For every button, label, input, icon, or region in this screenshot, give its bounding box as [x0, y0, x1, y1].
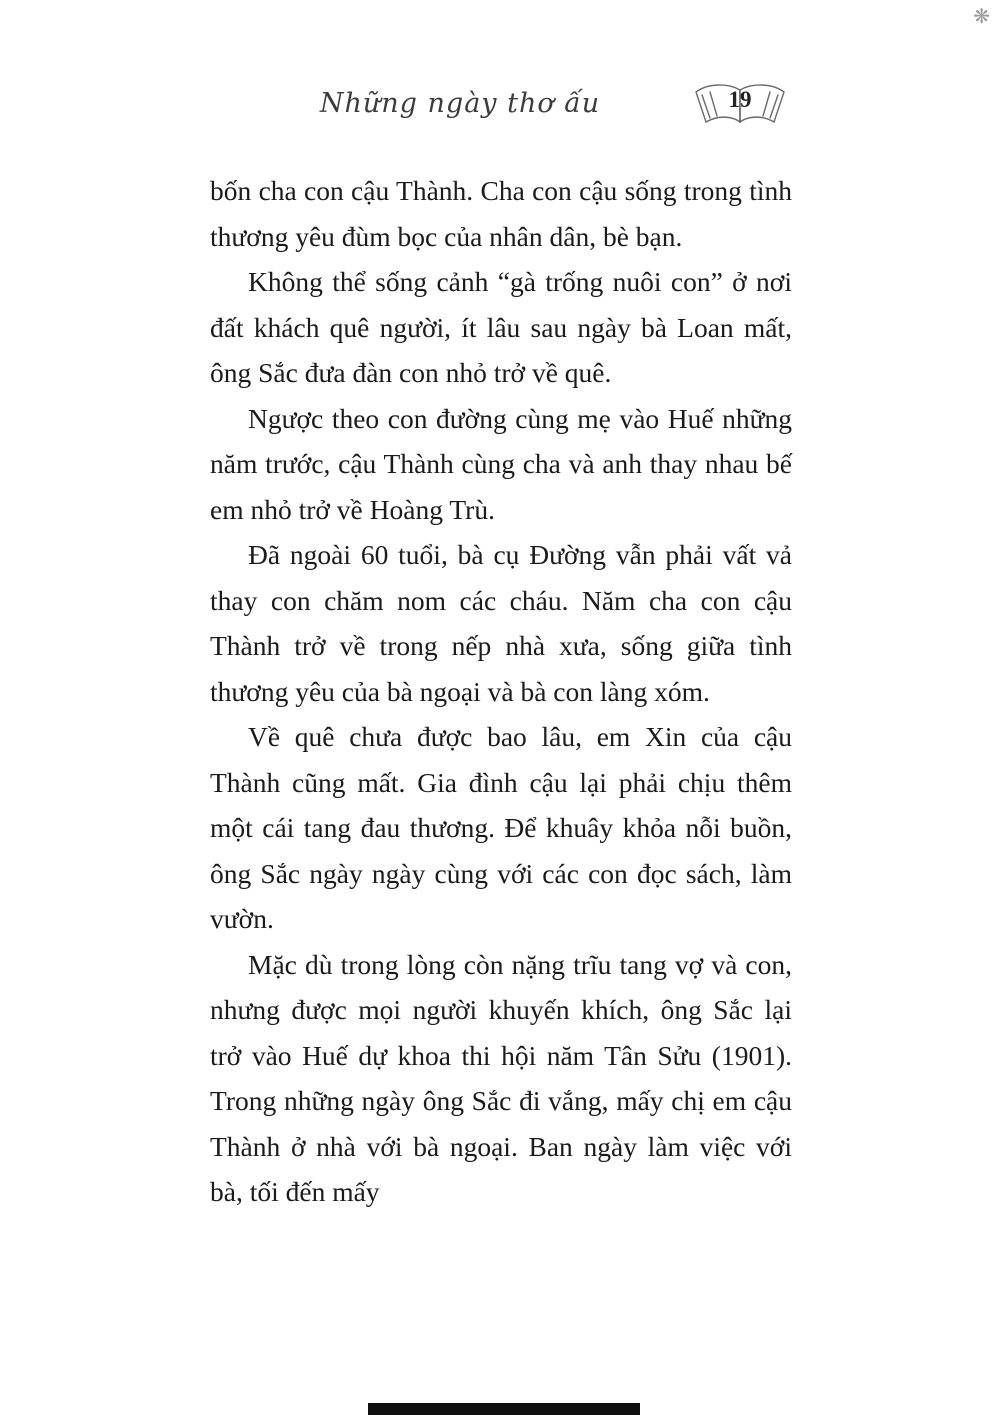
page-number-block: [692, 80, 788, 132]
paragraph: Đã ngoài 60 tuổi, bà cụ Đường vẫn phải vất vả thay con chăm nom các cháu. Năm cha con cậu Thành trở về trong nếp nhà xưa, sống giữa tình thương yêu của bà ngoại và bà con làng xóm.: [210, 539, 792, 707]
page-number: 19: [728, 87, 752, 112]
page-header: [0, 80, 1000, 140]
paragraph: Ngược theo con đường cùng mẹ vào Huế những năm trước, cậu Thành cùng cha và anh thay nhau bế em nhỏ trở về Hoàng Trù.: [210, 402, 792, 525]
bottom-scan-bar: [368, 1403, 640, 1415]
page-body: [210, 168, 792, 1215]
paragraph: bốn cha con cậu Thành. Cha con cậu sống trong tình thương yêu đùm bọc của nhân dân, bè bạn.: [210, 175, 792, 252]
corner-ornament-icon: ❋: [973, 4, 990, 28]
paragraph: Về quê chưa được bao lâu, em Xin của cậu Thành cũng mất. Gia đình cậu lại phải chịu thêm một cái tang đau thương. Để khuây khỏa nỗi buồn, ông Sắc ngày ngày cùng với các con đọc sách, làm vườn.: [210, 721, 792, 934]
running-head-title: Những ngày thơ ấu: [319, 88, 601, 119]
paragraph: Mặc dù trong lòng còn nặng trĩu tang vợ và con, nhưng được mọi người khuyến khích, ông Sắc lại trở vào Huế dự khoa thi hội năm Tân Sửu (1901). Trong những ngày ông Sắc đi vắng, mấy chị em cậu Thành ở nhà với bà ngoại. Ban ngày làm việc với bà, tối đến mấy: [210, 948, 792, 1207]
paragraph: Không thể sống cảnh “gà trống nuôi con” ở nơi đất khách quê người, ít lâu sau ngày bà Loan mất, ông Sắc đưa đàn con nhỏ trở về quê.: [210, 266, 792, 388]
